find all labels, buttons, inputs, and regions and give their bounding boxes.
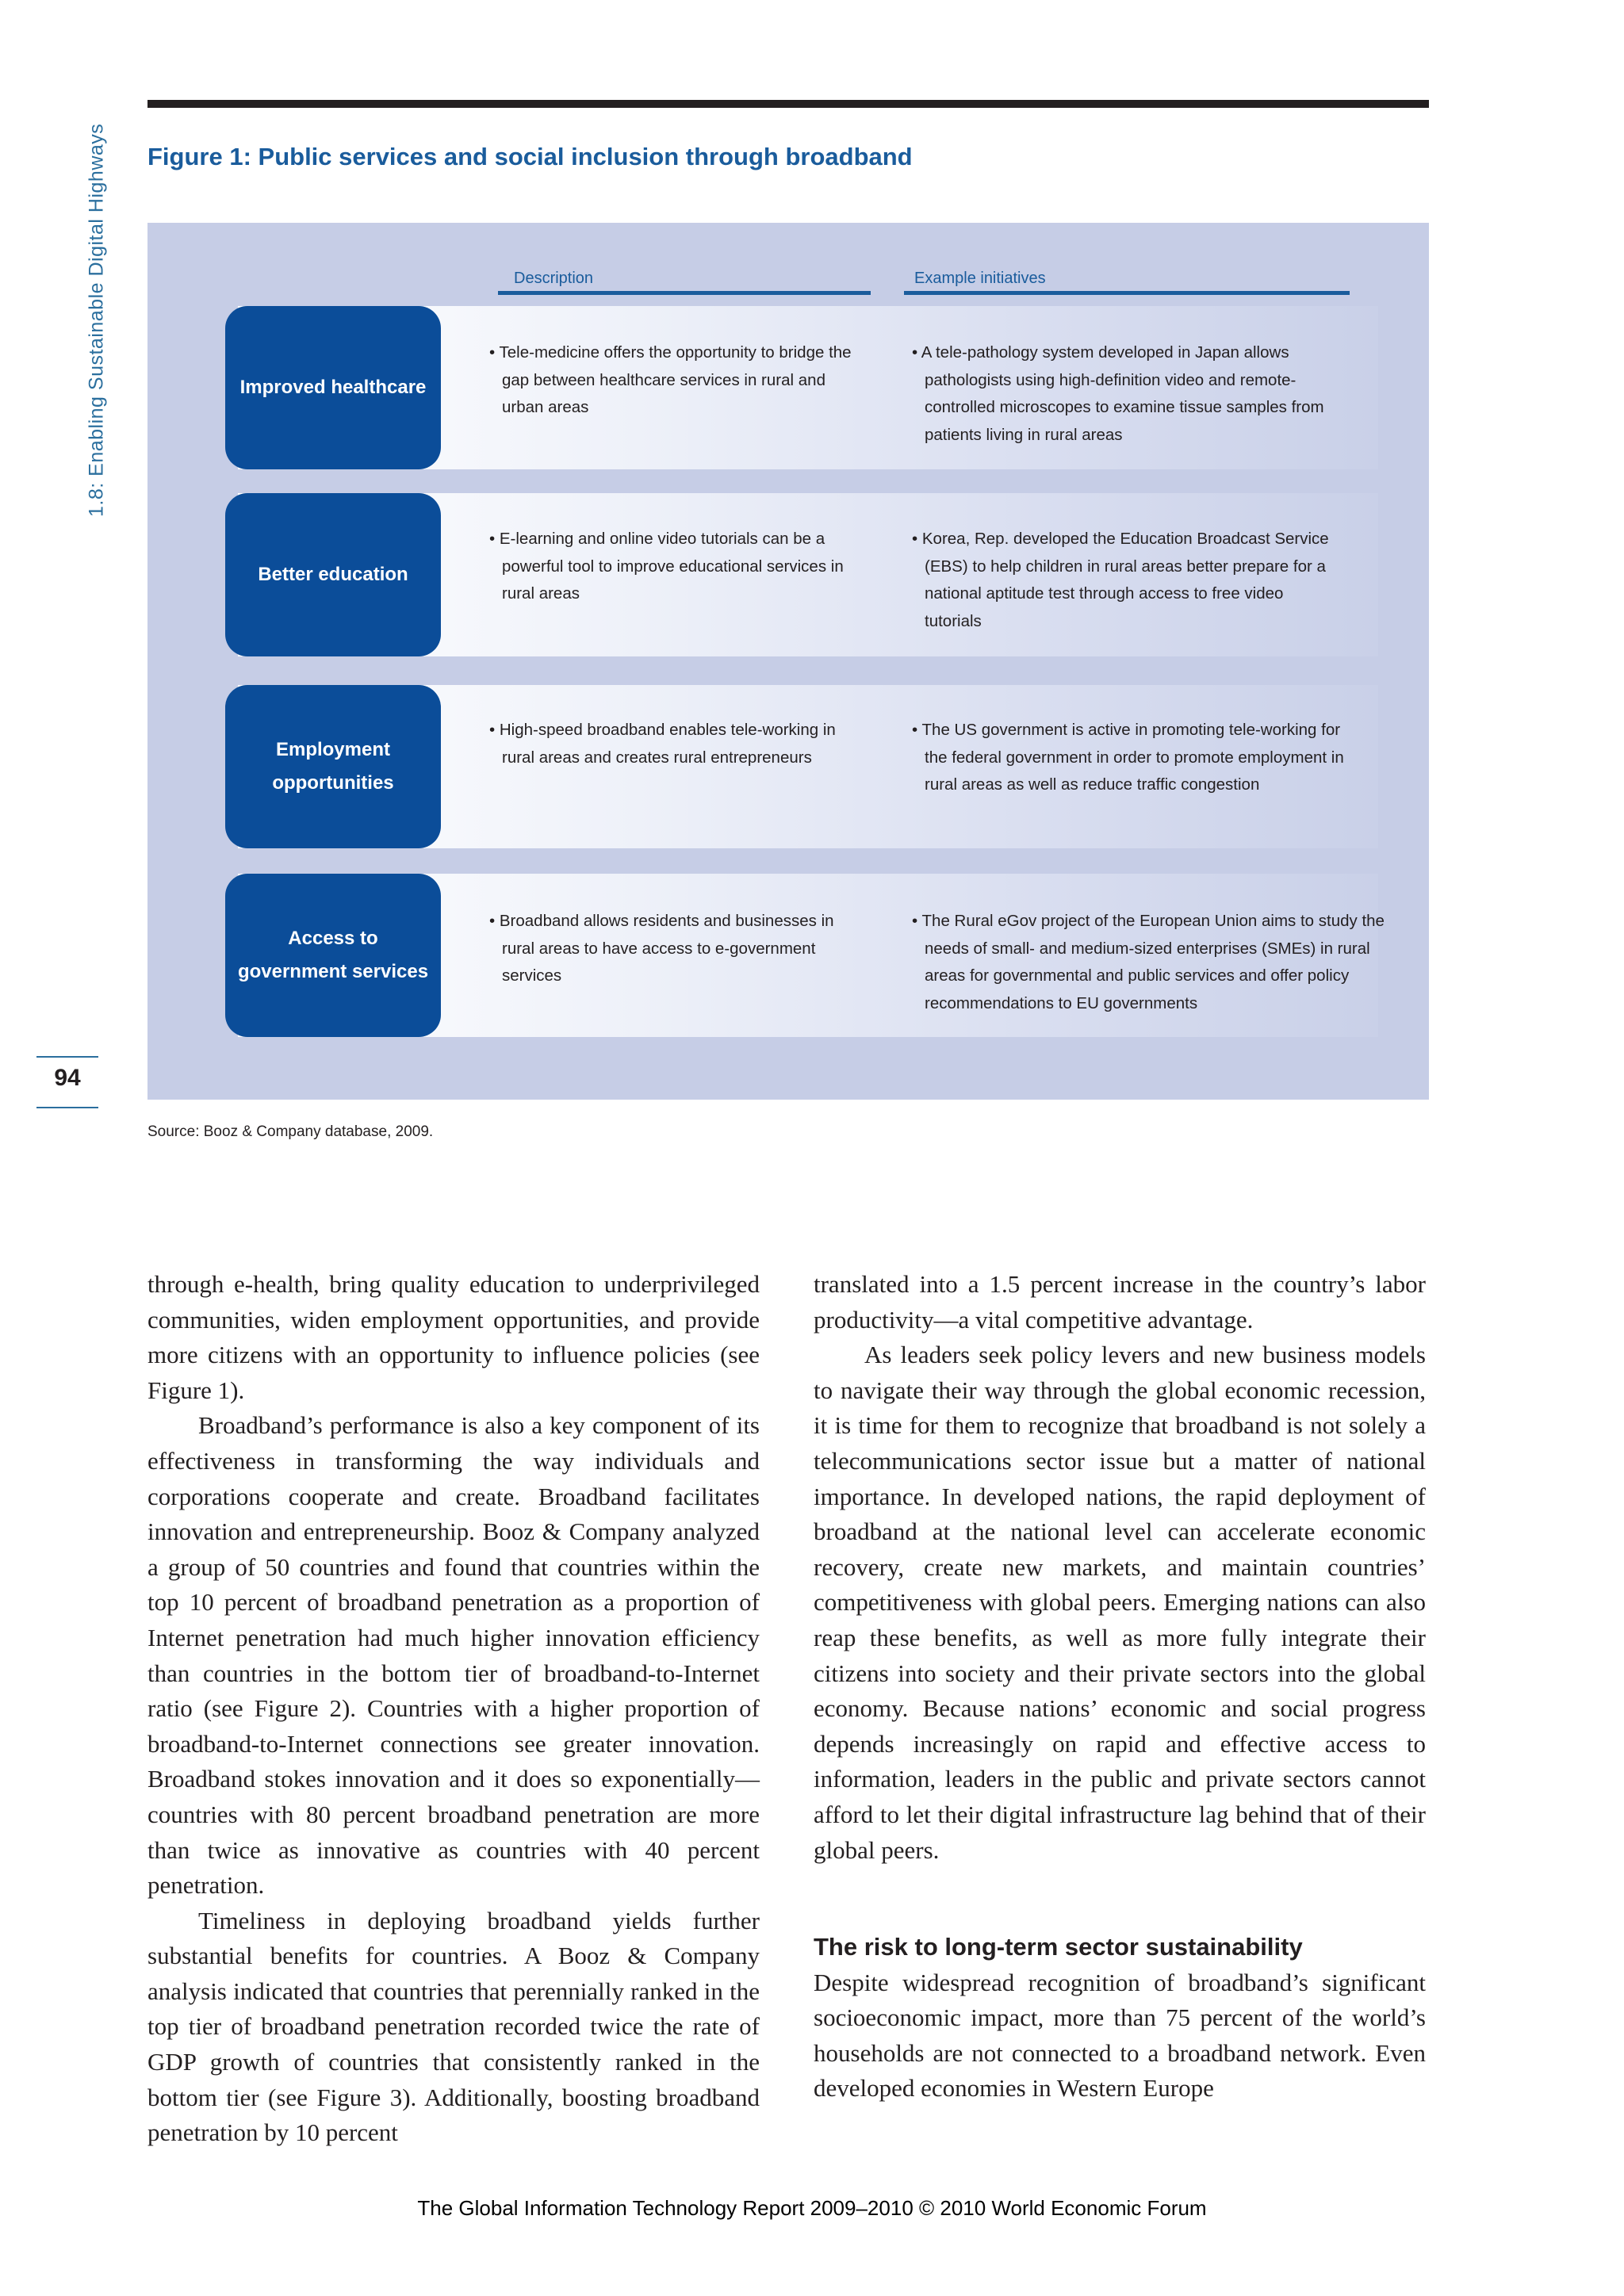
page-number-rule-top: [36, 1056, 98, 1058]
example-text: A tele-pathology system developed in Japan allows pathologists using high-definition video and remote-controlled microscopes to examine tissue samples from patients living in rural areas: [921, 343, 1324, 444]
description-bullet: • E-learning and online video tutorials can be a powerful tool to improve educational services in rural areas: [489, 530, 844, 603]
figure-title: Figure 1: Public services and social inclusion through broadband: [147, 143, 913, 170]
column-header-examples: Example initiatives: [914, 270, 1046, 287]
example-text: The US government is active in promoting tele-working for the federal government in order to promote employment in rural areas as well as reduce traffic congestion: [921, 721, 1344, 794]
description-bullet: • Broadband allows residents and businesses in rural areas to have access to e-government services: [489, 912, 834, 985]
description-bullet: • High-speed broadband enables tele-working in rural areas and creates rural entrepreneurs: [489, 721, 836, 767]
page-number-rule-bottom: [36, 1107, 98, 1108]
section-spacer: [814, 1868, 1426, 1930]
category-box-healthcare: Improved healthcare: [225, 306, 441, 469]
description-text: High-speed broadband enables tele-working in rural areas and creates rural entrepreneurs: [499, 721, 836, 767]
example-text: Korea, Rep. developed the Education Broadcast Service (EBS) to help children in rural areas better prepare for a national aptitude test through access to free video tutorials: [921, 530, 1329, 630]
example-text: The Rural eGov project of the European Union aims to study the needs of small- and medium-sized enterprises (SMEs) in rural areas for governmental and public services and offer policy recommendations to EU governments: [921, 912, 1385, 1012]
example-bullet: • The Rural eGov project of the European Union aims to study the needs of small- and medium-sized enterprises (SMEs) in rural areas for governmental and public services and offer policy recommendations to EU governments: [912, 912, 1385, 1012]
example-bullet: • The US government is active in promoting tele-working for the federal government in order to promote employment in rural areas as well as reduce traffic congestion: [912, 721, 1344, 794]
page-number: 94: [54, 1065, 81, 1091]
description-text: Broadband allows residents and businesses in rural areas to have access to e-government services: [499, 912, 834, 985]
column-header-description: Description: [514, 270, 594, 287]
paragraph: As leaders seek policy levers and new business models to navigate their way through the global economic recession, it is time for them to recognize that broadband is not solely a telecommunications sector issue but a matter of national importance. In developed nations, the rapid deployment of broadband at the national level can accelerate economic recovery, create new markets, and maintain countries’ competitiveness with global peers. Emerging nations can also reap these benefits, as well as more fully integrate their citizens into society and their private sectors into the global economy. Because nations’ economic and social progress depends increasingly on rapid and effective access to information, leaders in the public and private sectors cannot afford to let their digital infrastructure lag behind that of their global peers.: [814, 1341, 1426, 1864]
description-text: Tele-medicine offers the opportunity to bridge the gap between healthcare services in rural and urban areas: [499, 343, 852, 416]
paragraph: Despite widespread recognition of broadband’s significant socioeconomic impact, more than 75 percent of the world’s households are not connected to a broadband network. Even developed economies in Western Europe: [814, 1968, 1426, 2103]
paragraph: Timeliness in deploying broadband yields further substantial benefits for countries. A Booz & Company analysis indicated that countries that perennially ranked in the top tier of broadband penetration recorded twice the rate of GDP growth of countries that consistently ranked in the bottom tier (see Figure 3). Additionally, boosting broadband penetration by 10 percent: [147, 1906, 760, 2147]
example-bullet: • A tele-pathology system developed in Japan allows pathologists using high-definition video and remote-controlled microscopes to examine tissue samples from patients living in rural areas: [912, 343, 1324, 444]
left-column: [147, 1267, 760, 2151]
page-footer: The Global Information Technology Report 2009–2010 © 2010 World Economic Forum: [417, 2196, 1207, 2220]
example-bullet: • Korea, Rep. developed the Education Broadcast Service (EBS) to help children in rural areas better prepare for a national aptitude test through access to free video tutorials: [912, 530, 1329, 630]
category-box-employment: Employment opportunities: [225, 685, 441, 848]
paragraph: translated into a 1.5 percent increase in the country’s labor productivity—a vital competitive advantage.: [814, 1270, 1426, 1334]
running-header: 1.8: Enabling Sustainable Digital Highways: [85, 123, 108, 518]
top-rule: [147, 100, 1429, 108]
column-rule-description: [498, 291, 871, 295]
description-bullet: • Tele-medicine offers the opportunity to bridge the gap between healthcare services in rural and urban areas: [489, 343, 852, 416]
category-box-government: Access to government services: [225, 874, 441, 1037]
description-text: E-learning and online video tutorials can be a powerful tool to improve educational services in rural areas: [499, 530, 844, 603]
category-box-education: Better education: [225, 493, 441, 656]
right-column: [814, 1267, 1426, 2107]
section-heading: The risk to long-term sector sustainability: [814, 1933, 1303, 1961]
column-rule-examples: [904, 291, 1350, 295]
paragraph: through e-health, bring quality education to underprivileged communities, widen employment opportunities, and provide more citizens with an opportunity to influence policies (see Figure 1).: [147, 1270, 760, 1404]
paragraph: Broadband’s performance is also a key component of its effectiveness in transforming the way individuals and corporations cooperate and create. Broadband facilitates innovation and entrepreneurship. Booz & Company analyzed a group of 50 countries and found that countries within the top 10 percent of broadband penetration as a proportion of Internet penetration had much higher innovation efficiency than countries in the bottom tier of broadband-to-Internet ratio (see Figure 2). Countries with a higher proportion of broadband-to-Internet connections see greater innovation. Broadband stokes innovation and it does so exponentially—countries with 80 percent broadband penetration are more than twice as innovative as countries with 40 percent penetration.: [147, 1411, 760, 1900]
figure-source: Source: Booz & Company database, 2009.: [147, 1123, 434, 1140]
